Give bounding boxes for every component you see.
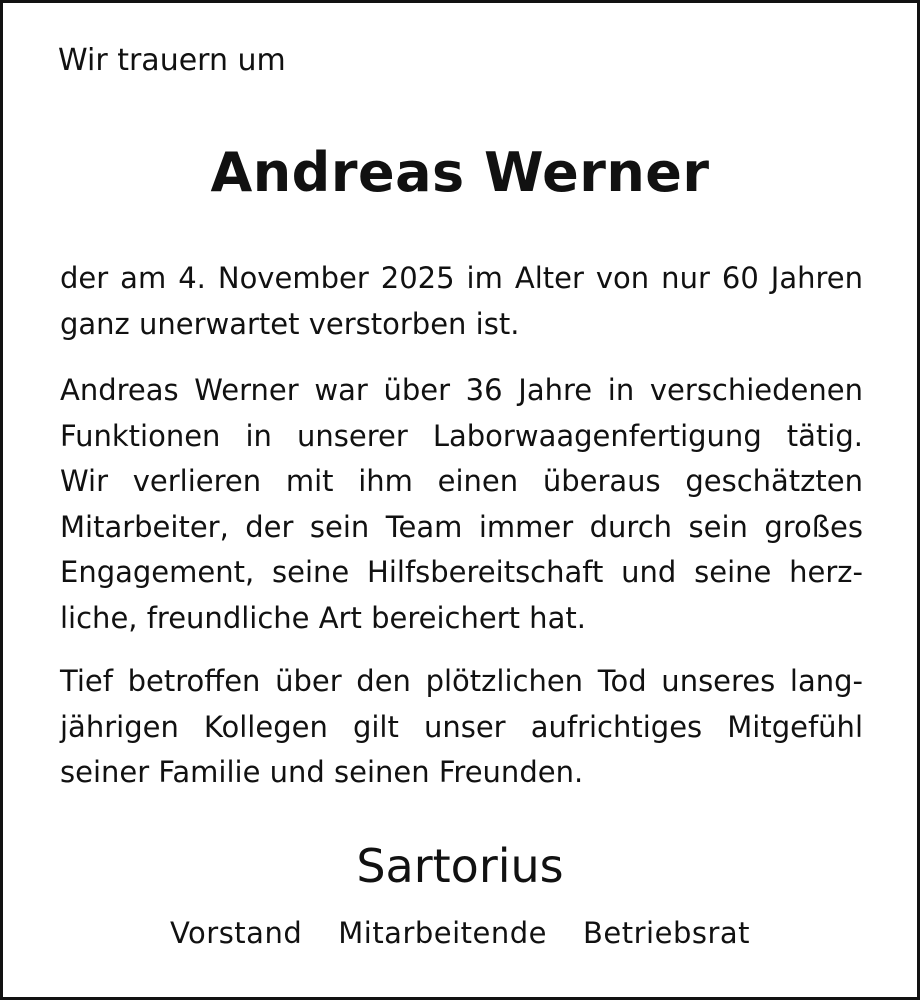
text-line: liche, freundliche Art bereichert hat. — [60, 600, 586, 635]
text-line: jährigen Kollegen gilt unser aufrichtiges Mitgefühl — [60, 709, 863, 744]
signatory-works-council: Betriebsrat — [583, 916, 751, 950]
intro-text: Wir trauern um — [58, 43, 286, 78]
paragraph-condolence — [60, 659, 863, 796]
text-line: Engagement, seine Hilfsbereitschaft und seine herz- — [60, 555, 863, 589]
text-line: Tief betroffen über den plötzlichen Tod unseres lang- — [60, 664, 863, 698]
company-name: Sartorius — [356, 839, 564, 893]
text-line: Andreas Werner war über 36 Jahre in verschiedenen — [60, 373, 863, 407]
signatory-board: Vorstand — [169, 916, 303, 950]
text-line: Mitarbeiter, der sein Team immer durch sein großes — [60, 509, 863, 544]
deceased-name: Andreas Werner — [210, 141, 710, 204]
text-line: Funktionen in unserer Laborwaagenfertigung tätig. — [60, 418, 863, 453]
text-line: ganz unerwartet verstorben ist. — [60, 306, 520, 341]
text-line: Wir verlieren mit ihm einen überaus geschätzten — [60, 464, 863, 498]
paragraph-death-announcement — [60, 256, 863, 347]
paragraph-tribute — [60, 368, 863, 641]
text-line: seiner Familie und seinen Freunden. — [60, 755, 584, 789]
signatories — [3, 916, 917, 950]
signatory-employees: Mitarbeitende — [338, 916, 548, 950]
text-line: der am 4. November 2025 im Alter von nur 60 Jahren — [60, 261, 863, 295]
